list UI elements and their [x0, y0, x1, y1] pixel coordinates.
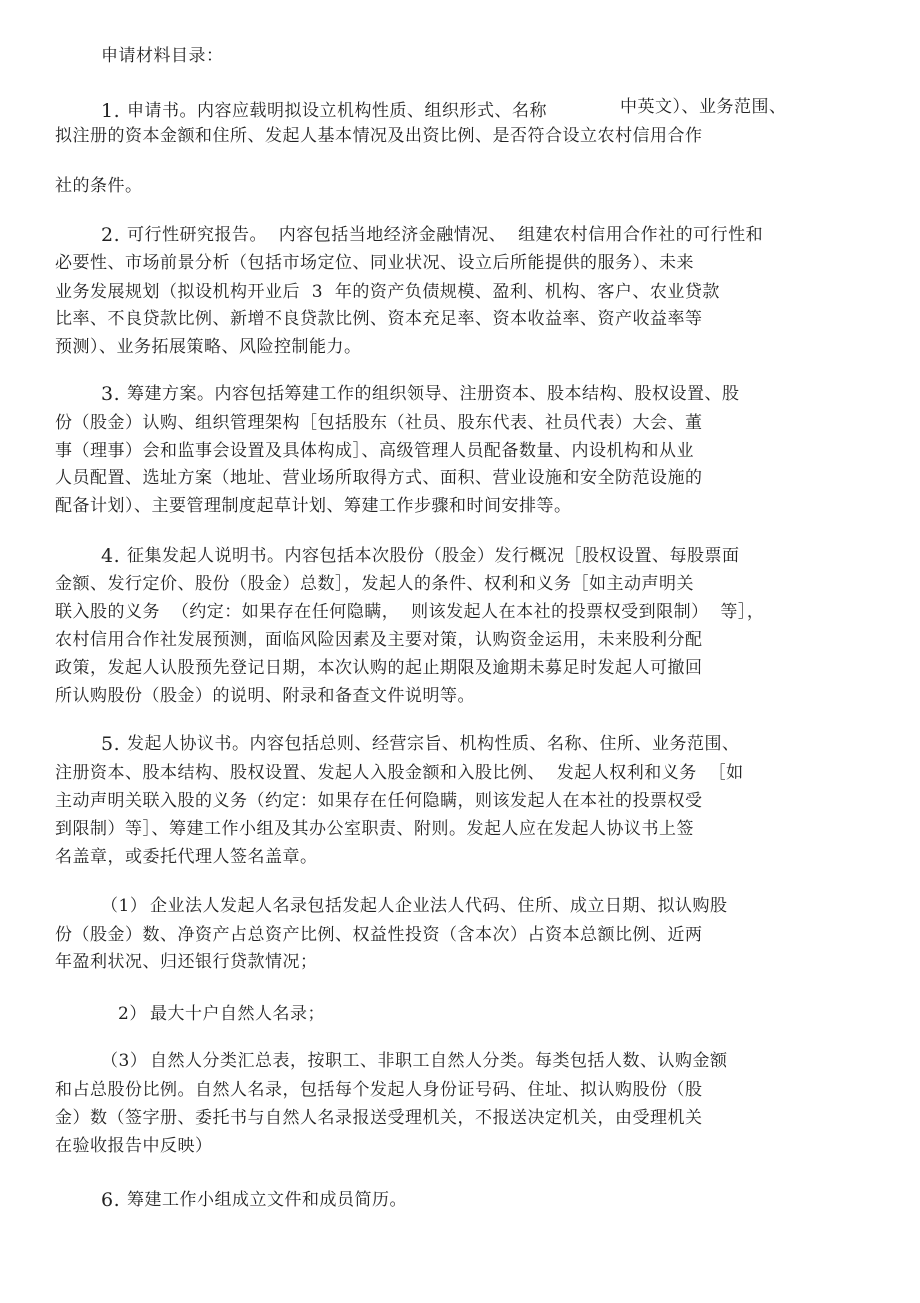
section-4-line-3: 联入股的义务 （约定：如果存在任何隐瞒， 则该发起人在本社的投票权受到限制） 等］， [55, 602, 765, 622]
section-4-line-2: 金额、发行定价、股份（股金）总数］，发起人的条件、权利和义务［如主动声明关 [55, 574, 694, 594]
section-1-line-1-continued: 中英文）、业务范围、 [620, 97, 787, 117]
sub-item-1-line-2: 份（股金）数、净资产占总资产比例、权益性投资（含本次）占资本总额比例、近两 [55, 925, 703, 945]
section-5-line-2: 注册资本、股本结构、股权设置、发起人入股金额和入股比例、 发起人权利和义务 ［如 [55, 763, 744, 783]
section-1-line-3: 社的条件。 [55, 176, 143, 196]
sub-item-1-label: （1） [101, 896, 148, 916]
document-heading: 申请材料目录： [101, 46, 224, 66]
section-3-line-2: 份（股金）认购、组织管理架构［包括股东（社员、股东代表、社员代表）大会、董 [55, 413, 703, 433]
section-5-number: 5. [101, 733, 121, 755]
section-2-line-5: 预测）、业务拓展策略、风险控制能力。 [55, 337, 362, 357]
sub-item-3-line-3: 金）数（签字册、委托书与自然人名录报送受理机关，不报送决定机关，由受理机关 [55, 1108, 703, 1128]
section-1-number: 1. [101, 100, 121, 122]
section-4-line-5: 政策，发起人认股预先登记日期，本次认购的起止期限及逾期未募足时发起人可撤回 [55, 658, 703, 678]
sub-item-3-line-4: 在验收报告中反映） [55, 1136, 213, 1156]
section-2-line-2: 必要性、市场前景分析（包括市场定位、同业状况、设立后所能提供的服务）、未来 [55, 253, 694, 273]
sub-item-3-line-1: 自然人分类汇总表，按职工、非职工自然人分类。每类包括人数、认购金额 [150, 1051, 728, 1071]
section-2-line-3: 业务发展规划（拟设机构开业后 3 年的资产负债规模、盈利、机构、客户、农业贷款 [55, 282, 720, 302]
sub-item-1-line-1: 企业法人发起人名录包括发起人企业法人代码、住所、成立日期、拟认购股 [150, 896, 728, 916]
section-4-number: 4. [101, 545, 121, 567]
section-2-number: 2. [101, 224, 121, 246]
sub-item-2-label: 2） [118, 1004, 147, 1024]
section-1-line-1: 申请书。内容应载明拟设立机构性质、组织形式、名称 [127, 101, 547, 121]
section-3-line-5: 配备计划）、主要管理制度起草计划、筹建工作步骤和时间安排等。 [55, 496, 572, 516]
section-4-line-6: 所认购股份（股金）的说明、附录和备查文件说明等。 [55, 686, 475, 706]
section-4-line-4: 农村信用合作社发展预测，面临风险因素及主要对策，认购资金运用，未来股利分配 [55, 630, 703, 650]
sub-item-1-line-3: 年盈利状况、归还银行贷款情况； [55, 952, 318, 972]
section-3-line-3: 事（理事）会和监事会设置及具体构成］、高级管理人员配备数量、内设机构和从业 [55, 441, 694, 461]
section-5-line-5: 名盖章，或委托代理人签名盖章。 [55, 847, 318, 867]
section-6-text: 筹建工作小组成立文件和成员简历。 [127, 1190, 407, 1210]
section-5-line-4: 到限制）等］、筹建工作小组及其办公室职责、附则。发起人应在发起人协议书上签 [55, 819, 694, 839]
sub-item-2-line-1: 最大十户自然人名录； [150, 1004, 325, 1024]
section-3-line-1: 筹建方案。内容包括筹建工作的组织领导、注册资本、股本结构、股权设置、股 [127, 384, 740, 404]
sub-item-3-label: （3） [101, 1051, 148, 1071]
section-3-number: 3. [101, 383, 121, 405]
section-2-line-1: 可行性研究报告。 内容包括当地经济金融情况、 组建农村信用合作社的可行性和 [127, 225, 764, 245]
section-2-line-4: 比率、不良贷款比例、新增不良贷款比例、资本充足率、资本收益率、资产收益率等 [55, 309, 703, 329]
section-5-line-3: 主动声明关联入股的义务（约定：如果存在任何隐瞒，则该发起人在本社的投票权受 [55, 791, 703, 811]
section-4-line-1: 征集发起人说明书。内容包括本次股份（股金）发行概况［股权设置、每股票面 [127, 546, 740, 566]
sub-item-3-line-2: 和占总股份比例。自然人名录，包括每个发起人身份证号码、住址、拟认购股份（股 [55, 1080, 703, 1100]
section-1-line-2: 拟注册的资本金额和住所、发起人基本情况及出资比例、是否符合设立农村信用合作 [55, 126, 703, 146]
section-6-number: 6. [101, 1189, 121, 1211]
section-3-line-4: 人员配置、选址方案（地址、营业场所取得方式、面积、营业设施和安全防范设施的 [55, 468, 703, 488]
section-5-line-1: 发起人协议书。内容包括总则、经营宗旨、机构性质、名称、住所、业务范围、 [127, 734, 740, 754]
